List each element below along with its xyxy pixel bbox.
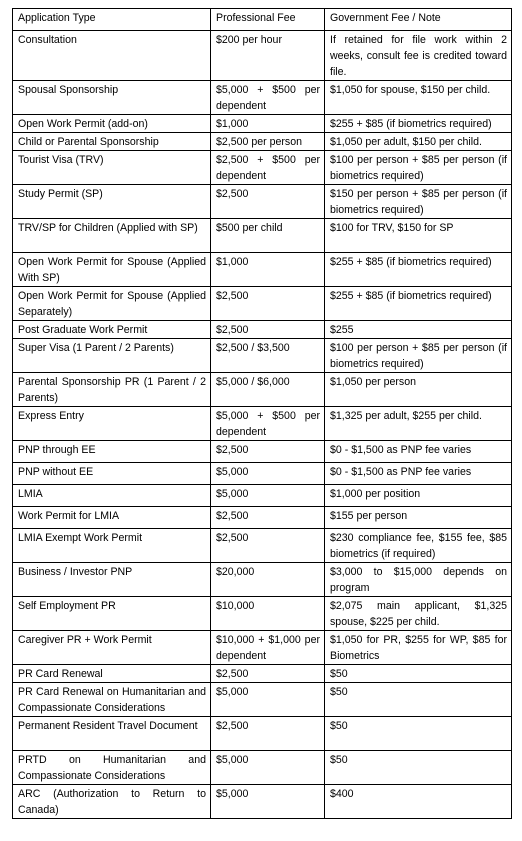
cell-government-fee: $230 compliance fee, $155 fee, $85 biometrics (if required) xyxy=(325,529,512,563)
table-row xyxy=(13,287,512,321)
table-row xyxy=(13,133,512,151)
cell-professional-fee: $5,000 xyxy=(211,683,325,717)
cell-government-fee: $1,050 per adult, $150 per child. xyxy=(325,133,512,151)
cell-application-type: Consultation xyxy=(13,31,211,81)
cell-government-fee: $1,000 per position xyxy=(325,485,512,507)
cell-government-fee: $1,050 for PR, $255 for WP, $85 for Biometrics xyxy=(325,631,512,665)
cell-professional-fee: $10,000 + $1,000 per dependent xyxy=(211,631,325,665)
cell-government-fee: $100 for TRV, $150 for SP xyxy=(325,219,512,253)
cell-professional-fee: $2,500 + $500 per dependent xyxy=(211,151,325,185)
cell-application-type: Super Visa (1 Parent / 2 Parents) xyxy=(13,339,211,373)
cell-application-type: TRV/SP for Children (Applied with SP) xyxy=(13,219,211,253)
header-row xyxy=(13,9,512,31)
cell-government-fee: If retained for file work within 2 weeks, consult fee is credited toward file. xyxy=(325,31,512,81)
fee-table-header xyxy=(13,9,512,31)
header-government-fee: Government Fee / Note xyxy=(325,9,512,31)
cell-professional-fee: $10,000 xyxy=(211,597,325,631)
cell-government-fee: $0 - $1,500 as PNP fee varies xyxy=(325,463,512,485)
cell-professional-fee: $5,000 / $6,000 xyxy=(211,373,325,407)
table-row xyxy=(13,631,512,665)
cell-application-type: ARC (Authorization to Return to Canada) xyxy=(13,785,211,819)
cell-professional-fee: $2,500 xyxy=(211,507,325,529)
table-row xyxy=(13,219,512,253)
table-row xyxy=(13,507,512,529)
cell-application-type: PR Card Renewal xyxy=(13,665,211,683)
cell-application-type: Open Work Permit for Spouse (Applied Separately) xyxy=(13,287,211,321)
table-row xyxy=(13,485,512,507)
table-row xyxy=(13,339,512,373)
cell-government-fee: $1,325 per adult, $255 per child. xyxy=(325,407,512,441)
header-professional-fee: Professional Fee xyxy=(211,9,325,31)
table-row xyxy=(13,253,512,287)
cell-government-fee: $150 per person + $85 per person (if biometrics required) xyxy=(325,185,512,219)
table-row xyxy=(13,185,512,219)
cell-government-fee: $100 per person + $85 per person (if biometrics required) xyxy=(325,151,512,185)
table-row xyxy=(13,407,512,441)
cell-professional-fee: $500 per child xyxy=(211,219,325,253)
fee-table-body xyxy=(13,31,512,819)
cell-professional-fee: $5,000 xyxy=(211,485,325,507)
cell-professional-fee: $5,000 + $500 per dependent xyxy=(211,407,325,441)
table-row xyxy=(13,665,512,683)
cell-government-fee: $2,075 main applicant, $1,325 spouse, $225 per child. xyxy=(325,597,512,631)
cell-professional-fee: $2,500 xyxy=(211,321,325,339)
table-row xyxy=(13,751,512,785)
cell-application-type: LMIA Exempt Work Permit xyxy=(13,529,211,563)
cell-government-fee: $255 xyxy=(325,321,512,339)
table-row xyxy=(13,563,512,597)
table-row xyxy=(13,529,512,563)
cell-government-fee: $50 xyxy=(325,665,512,683)
table-row xyxy=(13,151,512,185)
cell-professional-fee: $2,500 xyxy=(211,529,325,563)
cell-professional-fee: $1,000 xyxy=(211,115,325,133)
cell-professional-fee: $5,000 xyxy=(211,463,325,485)
cell-professional-fee: $2,500 xyxy=(211,287,325,321)
cell-professional-fee: $5,000 xyxy=(211,785,325,819)
cell-government-fee: $255 + $85 (if biometrics required) xyxy=(325,115,512,133)
cell-application-type: LMIA xyxy=(13,485,211,507)
table-row xyxy=(13,115,512,133)
cell-application-type: Post Graduate Work Permit xyxy=(13,321,211,339)
cell-professional-fee: $2,500 xyxy=(211,185,325,219)
table-row xyxy=(13,441,512,463)
cell-professional-fee: $200 per hour xyxy=(211,31,325,81)
table-row xyxy=(13,683,512,717)
cell-government-fee: $155 per person xyxy=(325,507,512,529)
cell-application-type: Spousal Sponsorship xyxy=(13,81,211,115)
cell-government-fee: $1,050 for spouse, $150 per child. xyxy=(325,81,512,115)
fee-table xyxy=(12,8,512,819)
cell-professional-fee: $5,000 + $500 per dependent xyxy=(211,81,325,115)
cell-application-type: Express Entry xyxy=(13,407,211,441)
cell-government-fee: $255 + $85 (if biometrics required) xyxy=(325,287,512,321)
cell-application-type: Work Permit for LMIA xyxy=(13,507,211,529)
cell-application-type: Child or Parental Sponsorship xyxy=(13,133,211,151)
header-application-type: Application Type xyxy=(13,9,211,31)
cell-application-type: Parental Sponsorship PR (1 Parent / 2 Parents) xyxy=(13,373,211,407)
cell-government-fee: $1,050 per person xyxy=(325,373,512,407)
cell-government-fee: $50 xyxy=(325,683,512,717)
cell-application-type: Open Work Permit (add-on) xyxy=(13,115,211,133)
table-row xyxy=(13,321,512,339)
cell-professional-fee: $20,000 xyxy=(211,563,325,597)
table-row xyxy=(13,463,512,485)
cell-application-type: PNP through EE xyxy=(13,441,211,463)
cell-government-fee: $255 + $85 (if biometrics required) xyxy=(325,253,512,287)
table-row xyxy=(13,373,512,407)
cell-professional-fee: $1,000 xyxy=(211,253,325,287)
table-row xyxy=(13,597,512,631)
cell-government-fee: $3,000 to $15,000 depends on program xyxy=(325,563,512,597)
cell-professional-fee: $2,500 xyxy=(211,717,325,751)
cell-professional-fee: $2,500 / $3,500 xyxy=(211,339,325,373)
cell-application-type: PR Card Renewal on Humanitarian and Compassionate Considerations xyxy=(13,683,211,717)
cell-application-type: Self Employment PR xyxy=(13,597,211,631)
table-row xyxy=(13,717,512,751)
cell-application-type: Business / Investor PNP xyxy=(13,563,211,597)
cell-government-fee: $50 xyxy=(325,717,512,751)
cell-application-type: PRTD on Humanitarian and Compassionate Considerations xyxy=(13,751,211,785)
cell-application-type: Tourist Visa (TRV) xyxy=(13,151,211,185)
cell-government-fee: $100 per person + $85 per person (if biometrics required) xyxy=(325,339,512,373)
cell-application-type: PNP without EE xyxy=(13,463,211,485)
cell-government-fee: $400 xyxy=(325,785,512,819)
table-row xyxy=(13,31,512,81)
cell-application-type: Study Permit (SP) xyxy=(13,185,211,219)
cell-professional-fee: $2,500 per person xyxy=(211,133,325,151)
cell-government-fee: $0 - $1,500 as PNP fee varies xyxy=(325,441,512,463)
cell-application-type: Open Work Permit for Spouse (Applied With SP) xyxy=(13,253,211,287)
cell-professional-fee: $2,500 xyxy=(211,441,325,463)
cell-application-type: Permanent Resident Travel Document xyxy=(13,717,211,751)
table-row xyxy=(13,785,512,819)
cell-professional-fee: $2,500 xyxy=(211,665,325,683)
cell-application-type: Caregiver PR + Work Permit xyxy=(13,631,211,665)
cell-government-fee: $50 xyxy=(325,751,512,785)
table-row xyxy=(13,81,512,115)
cell-professional-fee: $5,000 xyxy=(211,751,325,785)
